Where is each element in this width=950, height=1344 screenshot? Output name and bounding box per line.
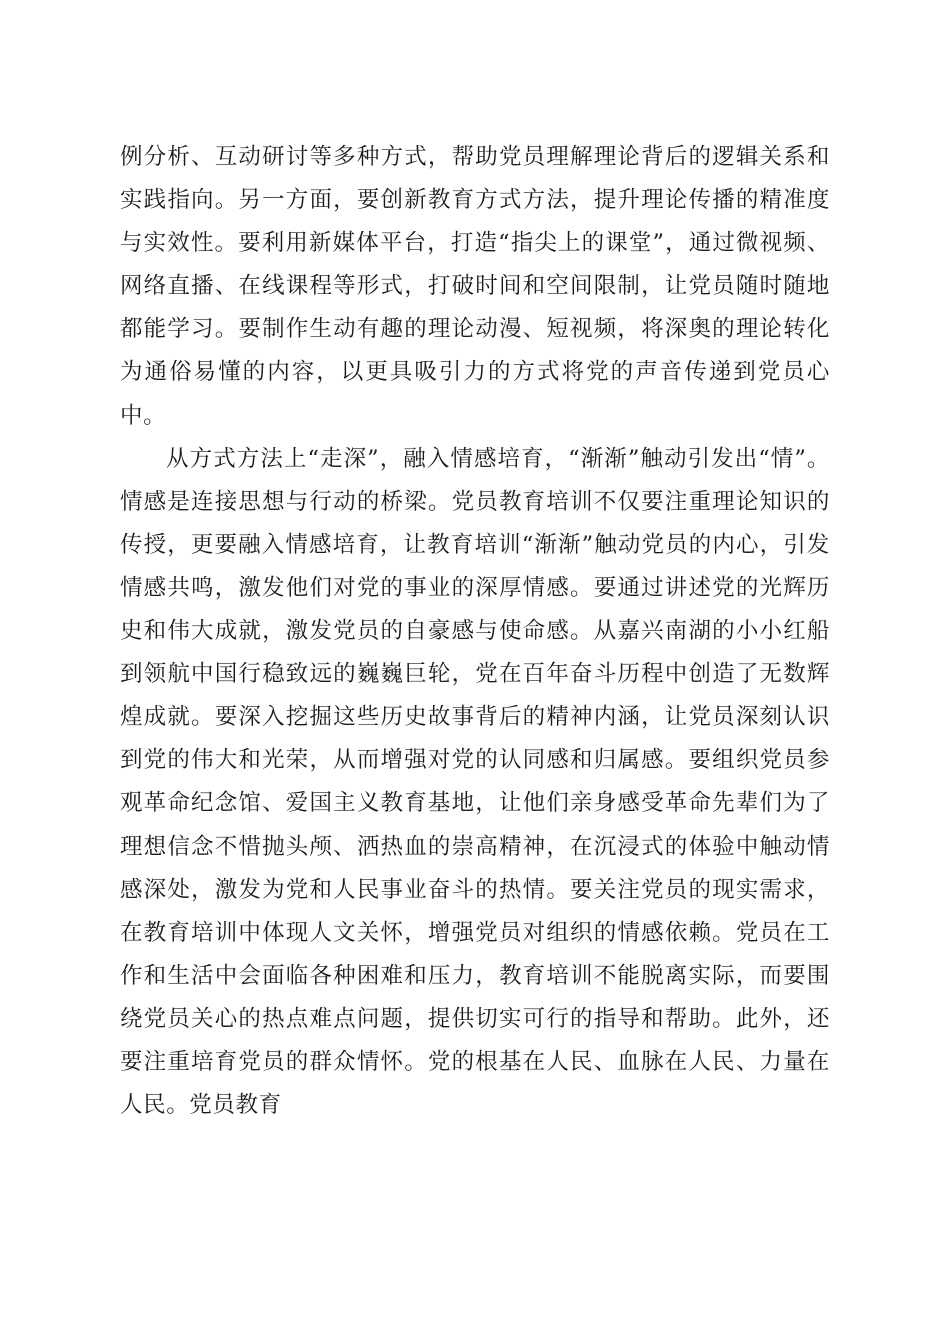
body-text <box>120 136 830 1127</box>
paragraph-continued: 例分析、互动研讨等多种方式，帮助党员理解理论背后的逻辑关系和实践指向。另一方面，要创新教育方式方法，提升理论传播的精准度与实效性。要利用新媒体平台，打造“指尖上的课堂”，通过微视频、网络直播、在线课程等形式，打破时间和空间限制，让党员随时随地都能学习。要制作生动有趣的理论动漫、短视频，将深奥的理论转化为通俗易懂的内容，以更具吸引力的方式将党的声音传递到党员心中。 <box>120 144 830 429</box>
paragraph-emotion-cultivation: 从方式方法上“走深”，融入情感培育，“渐渐”触动引发出“情”。情感是连接思想与行动的桥梁。党员教育培训不仅要注重理论知识的传授，更要融入情感培育，让教育培训“渐渐”触动党员的内心，引发情感共鸣，激发他们对党的事业的深厚情感。要通过讲述党的光辉历史和伟大成就，激发党员的自豪感与使命感。从嘉兴南湖的小小红船到领航中国行稳致远的巍巍巨轮，党在百年奋斗历程中创造了无数辉煌成就。要深入挖掘这些历史故事背后的精神内涵，让党员深刻认识到党的伟大和光荣，从而增强对党的认同感和归属感。要组织党员参观革命纪念馆、爱国主义教育基地，让他们亲身感受革命先辈们为了理想信念不惜抛头颅、洒热血的崇高精神，在沉浸式的体验中触动情感深处，激发为党和人民事业奋斗的热情。要关注党员的现实需求，在教育培训中体现人文关怀，增强党员对组织的情感依赖。党员在工作和生活中会面临各种困难和压力，教育培训不能脱离实际，而要围绕党员关心的热点难点问题，提供切实可行的指导和帮助。此外，还要注重培育党员的群众情怀。党的根基在人民、血脉在人民、力量在人民。党员教育 <box>120 445 830 1119</box>
